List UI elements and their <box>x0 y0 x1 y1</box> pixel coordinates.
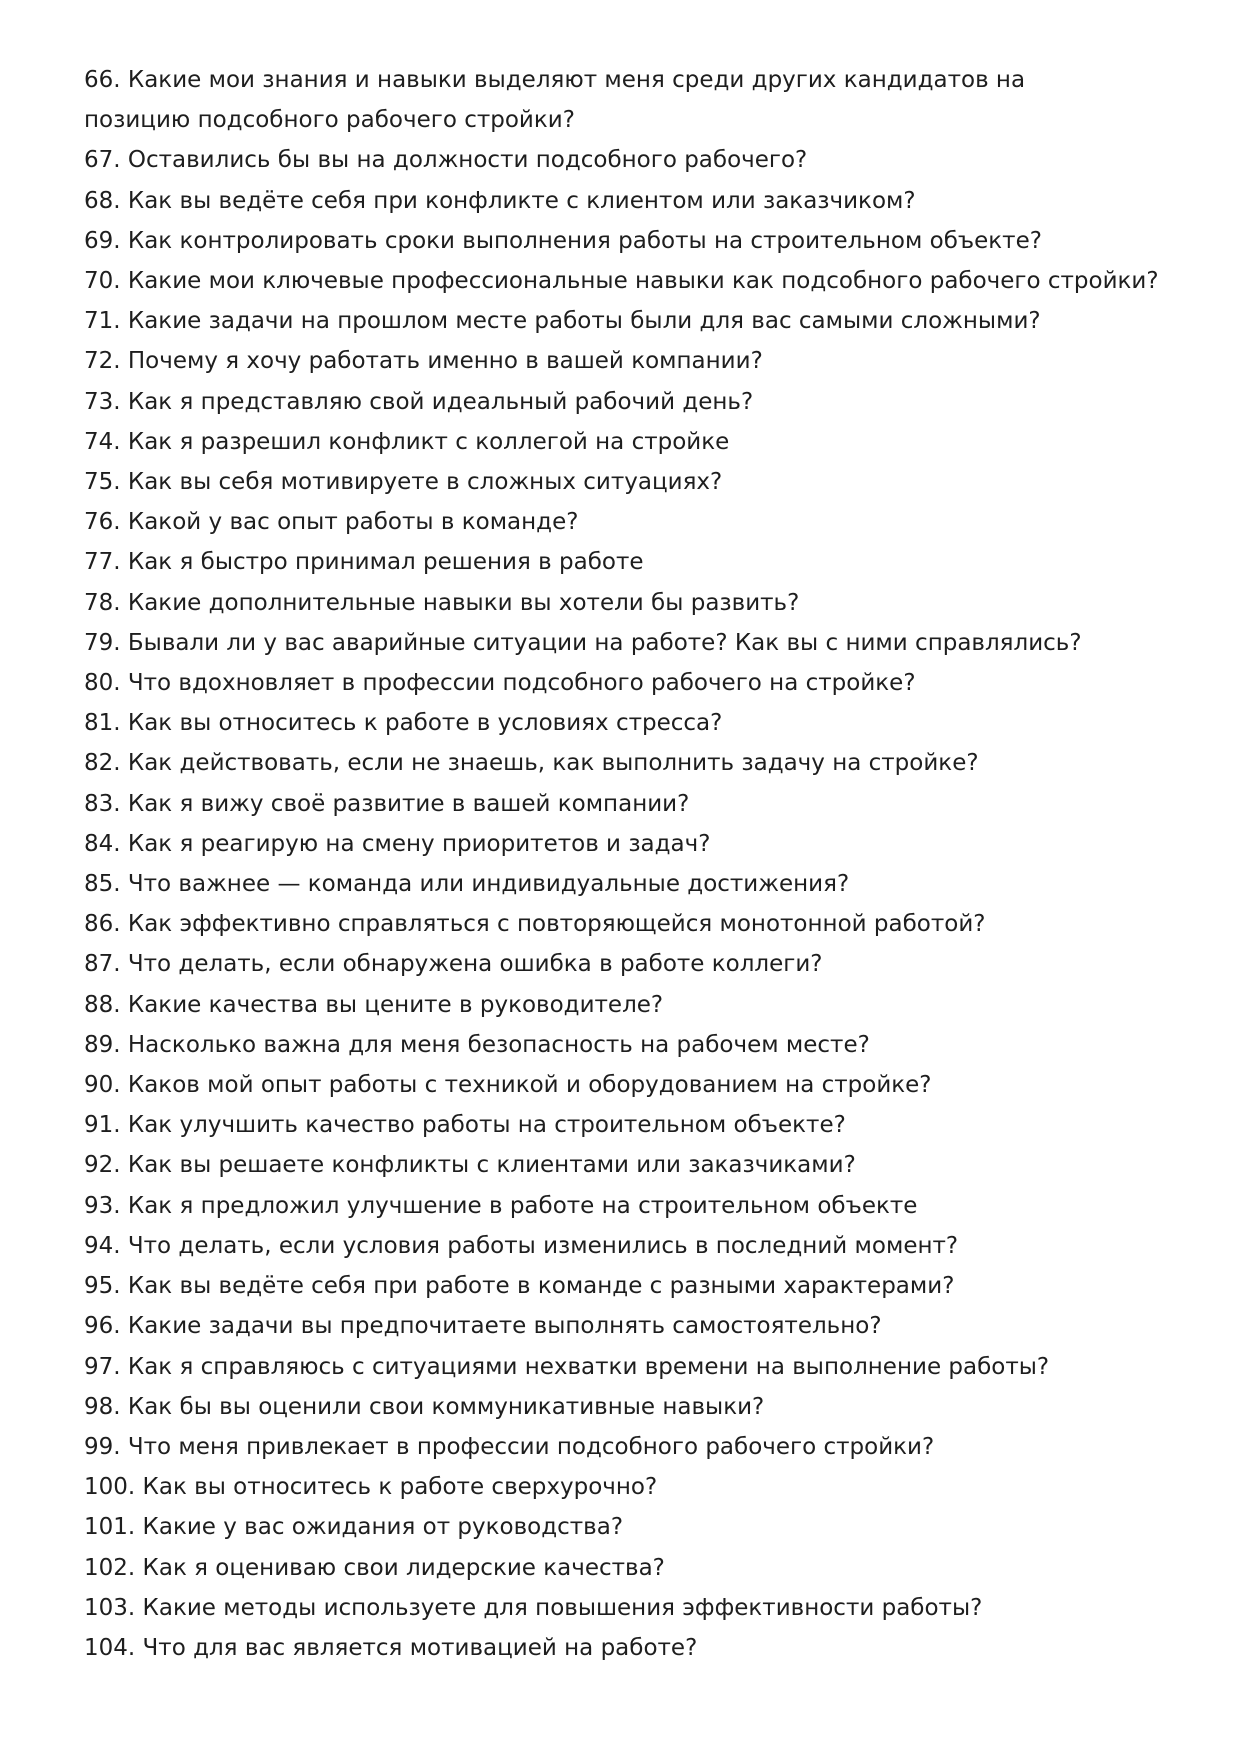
list-item: 103. Какие методы используете для повышения эффективности работы? <box>84 1594 983 1621</box>
list-item: 78. Какие дополнительные навыки вы хотели бы развить? <box>84 589 800 616</box>
list-item: 102. Как я оцениваю свои лидерские качества? <box>84 1554 665 1581</box>
list-item: 68. Как вы ведёте себя при конфликте с клиентом или заказчиком? <box>84 187 916 214</box>
list-item: 66. Какие мои знания и навыки выделяют меня среди других кандидатов на позицию подсобного рабочего стройки? <box>84 67 1026 134</box>
list-item: 76. Какой у вас опыт работы в команде? <box>84 509 579 536</box>
list-item: 88. Какие качества вы цените в руководителе? <box>84 991 664 1018</box>
list-item: 74. Как я разрешил конфликт с коллегой на стройке <box>84 428 730 455</box>
list-item: 89. Насколько важна для меня безопасность на рабочем месте? <box>84 1031 870 1058</box>
list-item: 69. Как контролировать сроки выполнения работы на строительном объекте? <box>84 227 1042 254</box>
question-list <box>84 60 1184 1668</box>
list-item: 84. Как я реагирую на смену приоритетов и задач? <box>84 830 711 857</box>
list-item: 72. Почему я хочу работать именно в вашей компании? <box>84 348 763 375</box>
list-item: 97. Как я справляюсь с ситуациями нехватки времени на выполнение работы? <box>84 1353 1050 1380</box>
list-item: 67. Оставились бы вы на должности подсобного рабочего? <box>84 147 808 174</box>
list-item: 92. Как вы решаете конфликты с клиентами или заказчиками? <box>84 1152 856 1179</box>
list-item: 73. Как я представляю свой идеальный рабочий день? <box>84 388 754 415</box>
list-item: 80. Что вдохновляет в профессии подсобного рабочего на стройке? <box>84 670 916 697</box>
list-item: 98. Как бы вы оценили свои коммуникативные навыки? <box>84 1393 765 1420</box>
list-item: 96. Какие задачи вы предпочитаете выполнять самостоятельно? <box>84 1313 882 1340</box>
list-item: 81. Как вы относитесь к работе в условиях стресса? <box>84 710 723 737</box>
list-item: 71. Какие задачи на прошлом месте работы были для вас самыми сложными? <box>84 308 1041 335</box>
list-item: 86. Как эффективно справляться с повторяющейся монотонной работой? <box>84 911 986 938</box>
list-item: 90. Каков мой опыт работы с техникой и оборудованием на стройке? <box>84 1072 932 1099</box>
list-item: 77. Как я быстро принимал решения в работе <box>84 549 644 576</box>
list-item: 85. Что важнее — команда или индивидуальные достижения? <box>84 871 850 898</box>
list-item: 87. Что делать, если обнаружена ошибка в работе коллеги? <box>84 951 823 978</box>
list-item: 70. Какие мои ключевые профессиональные навыки как подсобного рабочего стройки? <box>84 268 1159 295</box>
list-item: 99. Что меня привлекает в профессии подсобного рабочего стройки? <box>84 1433 935 1460</box>
list-item: 75. Как вы себя мотивируете в сложных ситуациях? <box>84 469 723 496</box>
list-item: 79. Бывали ли у вас аварийные ситуации на работе? Как вы с ними справлялись? <box>84 629 1082 656</box>
list-item: 101. Какие у вас ожидания от руководства? <box>84 1514 624 1541</box>
list-item: 91. Как улучшить качество работы на строительном объекте? <box>84 1112 846 1139</box>
list-item: 100. Как вы относитесь к работе сверхурочно? <box>84 1474 658 1501</box>
list-item: 95. Как вы ведёте себя при работе в команде с разными характерами? <box>84 1273 955 1300</box>
list-item: 82. Как действовать, если не знаешь, как выполнить задачу на стройке? <box>84 750 979 777</box>
list-item: 94. Что делать, если условия работы изменились в последний момент? <box>84 1232 959 1259</box>
list-item: 93. Как я предложил улучшение в работе на строительном объекте <box>84 1192 918 1219</box>
list-item: 104. Что для вас является мотивацией на работе? <box>84 1634 698 1661</box>
list-item: 83. Как я вижу своё развитие в вашей компании? <box>84 790 690 817</box>
